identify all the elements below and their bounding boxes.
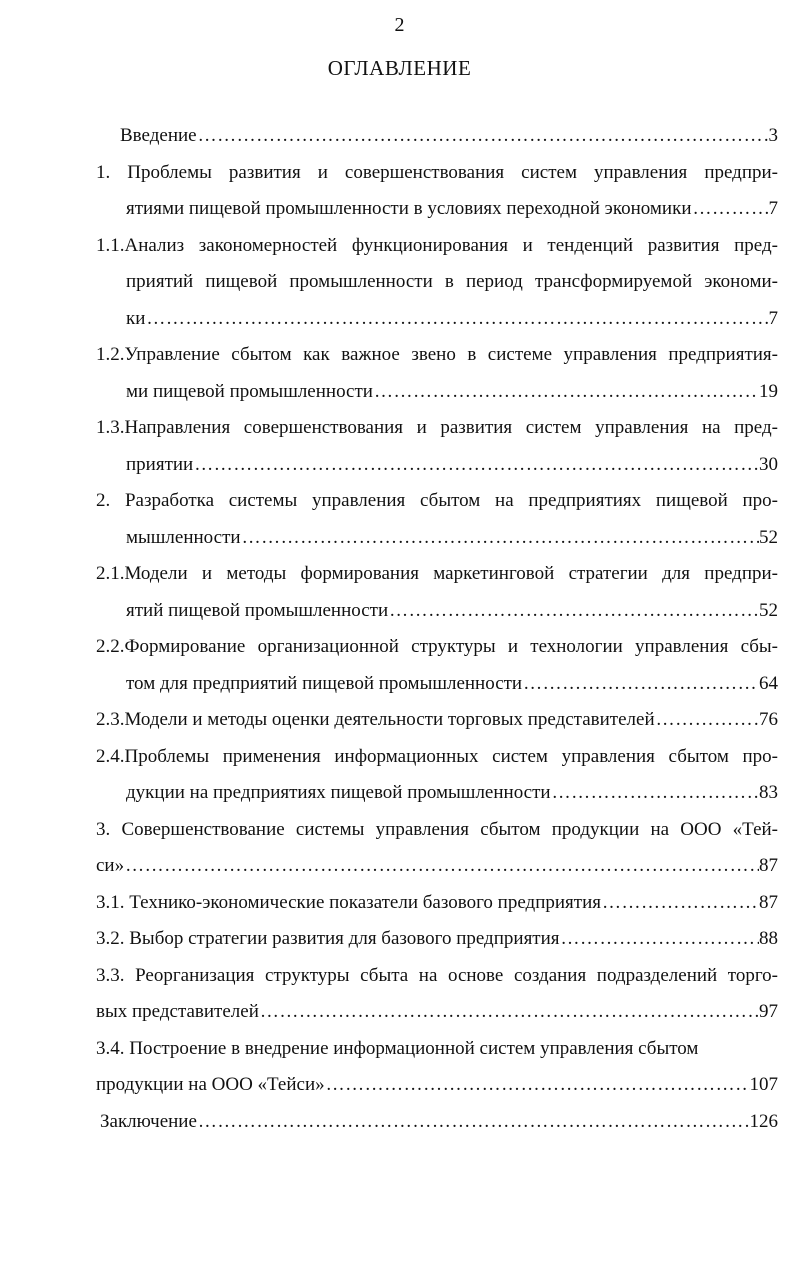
toc-page-number: 87 bbox=[759, 855, 778, 876]
toc-entry-title-cont: си» bbox=[96, 855, 125, 876]
toc-entry-title: 3.2. Выбор стратегии развития для базового предприятия bbox=[96, 928, 560, 949]
dot-leader bbox=[388, 593, 759, 630]
dot-leader bbox=[373, 374, 759, 411]
dot-leader bbox=[560, 921, 759, 958]
toc-entry-conclusion bbox=[96, 1104, 778, 1141]
toc-entry-title-cont: дукции на предприятиях пищевой промышленности bbox=[126, 782, 551, 803]
toc-entry-title-cont: приятии bbox=[126, 453, 194, 475]
toc-entry-title-cont: ятиями пищевой промышленности в условиях переходной экономики bbox=[126, 198, 692, 219]
toc-entry-title-cont: том для предприятий пищевой промышленности bbox=[126, 672, 523, 694]
dot-leader bbox=[124, 848, 759, 885]
toc-entry-title-cont: ятий пищевой промышленности bbox=[126, 599, 389, 621]
dot-leader bbox=[241, 520, 759, 557]
toc-page-number: 7 bbox=[768, 198, 778, 219]
toc-page-number: 7 bbox=[768, 307, 778, 329]
page-number: 2 bbox=[394, 14, 405, 36]
toc-page-number: 52 bbox=[759, 526, 778, 548]
toc-entry-1-2 bbox=[96, 337, 778, 410]
toc-entry-3-1 bbox=[96, 885, 778, 922]
toc-entry-title-cont: продукции на ООО «Тейси» bbox=[96, 1074, 325, 1095]
toc-entry-title: 3.1. Технико-экономические показатели базового предприятия bbox=[96, 891, 601, 913]
toc-entry-3-3 bbox=[96, 958, 778, 1031]
toc-entry-title: Введение bbox=[120, 125, 197, 146]
toc-entry-intro bbox=[96, 118, 778, 155]
toc-entry-title: 2.2.Формирование организационной структуры и технологии управления сбы- bbox=[96, 636, 778, 657]
toc-entry-2 bbox=[96, 483, 778, 556]
dot-leader bbox=[522, 666, 759, 703]
toc-entry-3 bbox=[96, 812, 778, 885]
toc-page-number: 3 bbox=[768, 125, 778, 146]
toc-page-number: 88 bbox=[759, 928, 778, 949]
toc-entry-title: 3.3. Реорганизация структуры сбыта на основе создания подразделений торго- bbox=[96, 964, 778, 986]
dot-leader bbox=[145, 301, 768, 338]
toc-page-number: 64 bbox=[759, 672, 778, 694]
page-title: ОГЛАВЛЕНИЕ bbox=[327, 56, 472, 80]
toc-entry-title: 1.2.Управление сбытом как важное звено в системе управления предприятия- bbox=[96, 344, 778, 365]
toc-entry-1-3 bbox=[96, 410, 778, 483]
toc-entry-title: 1.1.Анализ закономерностей функционирования и тенденций развития пред- bbox=[96, 234, 778, 256]
toc-entry-2-2 bbox=[96, 629, 778, 702]
toc-entry-title: 2.1.Модели и методы формирования маркетинговой стратегии для предпри- bbox=[96, 563, 778, 584]
toc-entry-title: 3.4. Построение в внедрение информационной систем управления сбытом bbox=[96, 1037, 699, 1059]
toc-entry-title: 2.3.Модели и методы оценки деятельности торговых представителей bbox=[96, 709, 655, 730]
toc-entry-2-4 bbox=[96, 739, 778, 812]
toc-entry-title: 2. Разработка системы управления сбытом на предприятиях пищевой про- bbox=[96, 490, 778, 511]
dot-leader bbox=[259, 994, 759, 1031]
toc-entry-2-3 bbox=[96, 702, 778, 739]
dot-leader bbox=[601, 885, 759, 922]
dot-leader bbox=[197, 1104, 750, 1141]
toc-page-number: 52 bbox=[759, 599, 778, 621]
toc-entry-1-1 bbox=[96, 228, 778, 338]
toc-entry-title: 3. Совершенствование системы управления сбытом продукции на ООО «Тей- bbox=[96, 818, 778, 840]
toc-entry-title: Заключение bbox=[100, 1110, 197, 1132]
toc-entry-title: 1. Проблемы развития и совершенствования систем управления предпри- bbox=[96, 161, 778, 183]
toc-page-number: 87 bbox=[759, 891, 778, 913]
toc-page-number: 19 bbox=[759, 380, 778, 402]
dot-leader bbox=[692, 191, 769, 228]
toc-entry-3-4 bbox=[96, 1031, 778, 1104]
toc-page-number: 30 bbox=[759, 453, 778, 475]
toc-page-number: 83 bbox=[759, 782, 778, 803]
toc-page-number: 76 bbox=[759, 709, 778, 730]
toc-entry-title-cont: приятий пищевой промышленности в период трансформируемой экономи- bbox=[126, 271, 778, 292]
dot-leader bbox=[551, 775, 759, 812]
toc-entry-title-cont: ми пищевой промышленности bbox=[126, 380, 373, 402]
dot-leader bbox=[655, 702, 759, 739]
dot-leader bbox=[325, 1067, 750, 1104]
toc-entry-title-cont: мышленности bbox=[126, 526, 241, 548]
toc-entry-2-1 bbox=[96, 556, 778, 629]
toc-entry-title: 1.3.Направления совершенствования и развития систем управления на пред- bbox=[96, 417, 778, 438]
dot-leader bbox=[197, 118, 769, 155]
toc-entry-title-cont: ки bbox=[126, 307, 146, 329]
toc-entry-1 bbox=[96, 155, 778, 228]
toc-entry-title-cont: вых представителей bbox=[96, 1001, 259, 1022]
dot-leader bbox=[193, 447, 759, 484]
toc-page-number: 107 bbox=[749, 1074, 778, 1095]
toc-page-number: 97 bbox=[759, 1001, 778, 1022]
toc-page-number: 126 bbox=[749, 1110, 778, 1132]
toc-entry-3-2 bbox=[96, 921, 778, 958]
table-of-contents bbox=[96, 118, 778, 1140]
toc-entry-title: 2.4.Проблемы применения информационных систем управления сбытом про- bbox=[96, 745, 778, 767]
